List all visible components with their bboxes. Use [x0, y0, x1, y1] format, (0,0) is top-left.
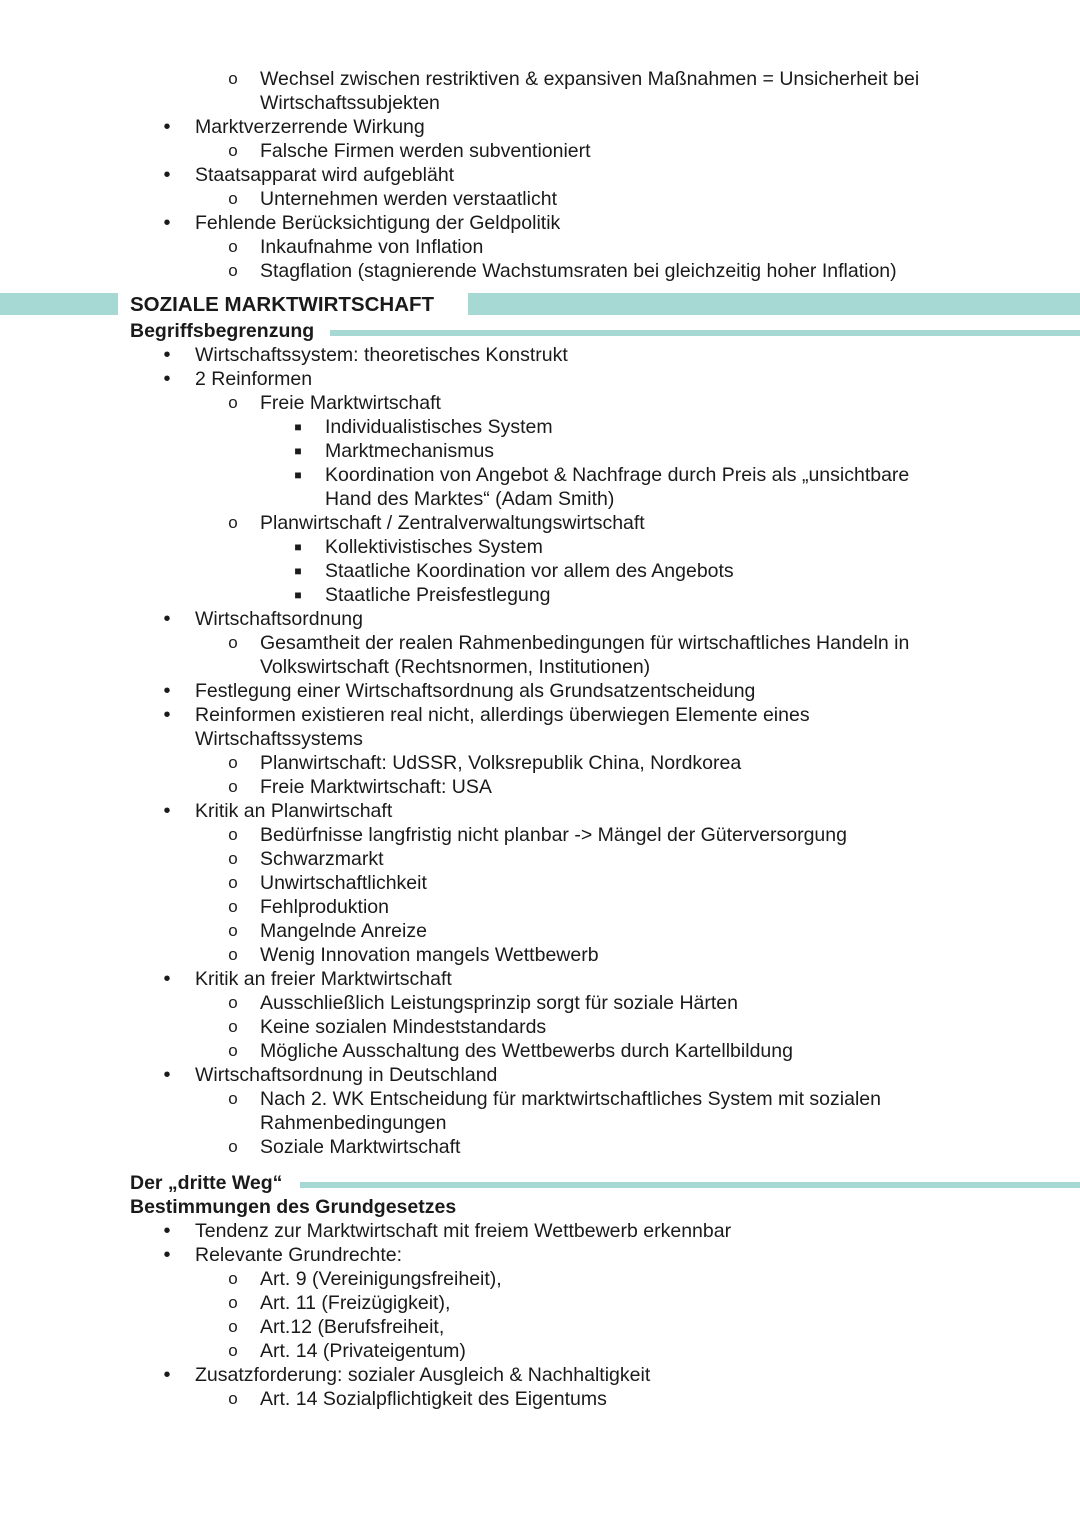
bullet-marker: ■ [294, 444, 302, 458]
list-item [0, 115, 1080, 139]
list-item [0, 439, 1080, 463]
bullet-marker: o [228, 825, 238, 844]
heading-text: Der „dritte Weg“ [130, 1172, 283, 1194]
list-item [0, 463, 1080, 487]
list-item-text: Fehlende Berücksichtigung der Geldpolitik [195, 212, 561, 234]
list-item [0, 679, 1080, 703]
bullet-marker: • [163, 164, 171, 186]
list-item [0, 919, 1080, 943]
list-item [0, 415, 1080, 439]
list-item [0, 1063, 1080, 1087]
list-item-text: Wirtschaftssystems [195, 728, 363, 750]
heading-text: Bestimmungen des Grundgesetzes [130, 1196, 457, 1218]
bullet-marker: o [228, 849, 238, 868]
list-item-text: Fehlproduktion [260, 896, 389, 918]
list-item [0, 559, 1080, 583]
bullet-marker: ■ [294, 564, 302, 578]
bullet-marker: o [228, 1389, 238, 1408]
list-item [0, 1243, 1080, 1267]
list-item-text: Unternehmen werden verstaatlicht [260, 188, 557, 210]
heading-rule [330, 330, 1080, 336]
bullet-marker: • [163, 1220, 171, 1242]
list-item-text: Art. 9 (Vereinigungsfreiheit), [260, 1268, 502, 1290]
list-item-text: Staatliche Preisfestlegung [325, 584, 551, 606]
list-item-text: Ausschließlich Leistungsprinzip sorgt für soziale Härten [260, 992, 738, 1014]
list-item [0, 187, 1080, 211]
list-block-1 [0, 67, 1080, 283]
list-item-text: Festlegung einer Wirtschaftsordnung als Grundsatzentscheidung [195, 680, 756, 702]
bullet-marker: ■ [294, 588, 302, 602]
list-item [0, 1087, 1080, 1111]
list-item-text: Individualistisches System [325, 416, 553, 438]
bullet-marker: • [163, 1244, 171, 1266]
list-item-text: Tendenz zur Marktwirtschaft mit freiem Wettbewerb erkennbar [195, 1220, 732, 1242]
list-item [0, 1015, 1080, 1039]
bullet-marker: o [228, 513, 238, 532]
bullet-marker: • [163, 608, 171, 630]
list-item-text: Rahmenbedingungen [260, 1112, 447, 1134]
bullet-marker: o [228, 873, 238, 892]
list-item [0, 943, 1080, 967]
section-title-text: SOZIALE MARKTWIRTSCHAFT [130, 293, 435, 316]
list-item [0, 583, 1080, 607]
heading-dritter-weg [0, 1171, 1080, 1195]
list-item-text: Falsche Firmen werden subventioniert [260, 140, 591, 162]
list-item-text: Kritik an Planwirtschaft [195, 800, 393, 822]
list-item [0, 823, 1080, 847]
list-item [0, 1339, 1080, 1363]
list-item-continuation [0, 727, 1080, 751]
list-item [0, 211, 1080, 235]
bullet-marker: o [228, 993, 238, 1012]
bullet-marker: o [228, 897, 238, 916]
section-bar-left [0, 293, 118, 315]
list-item-text: Keine sozialen Mindeststandards [260, 1016, 547, 1038]
bullet-marker: o [228, 1341, 238, 1360]
list-item-text: Freie Marktwirtschaft [260, 392, 441, 414]
list-item [0, 511, 1080, 535]
list-item [0, 1387, 1080, 1411]
bullet-marker: o [228, 69, 238, 88]
heading-begriffsbegrenzung [0, 319, 1080, 343]
list-item-text: Staatliche Koordination vor allem des Angebots [325, 560, 734, 582]
list-item-text: Staatsapparat wird aufgebläht [195, 164, 455, 186]
bullet-marker: o [228, 393, 238, 412]
list-block-2 [0, 343, 1080, 1159]
list-item-text: Relevante Grundrechte: [195, 1244, 403, 1266]
list-block-3 [0, 1219, 1080, 1411]
list-item [0, 895, 1080, 919]
bullet-marker: o [228, 141, 238, 160]
list-item [0, 67, 1080, 91]
list-item [0, 1267, 1080, 1291]
list-item [0, 391, 1080, 415]
list-item [0, 163, 1080, 187]
list-item [0, 991, 1080, 1015]
bullet-marker: o [228, 237, 238, 256]
list-item-text: Art. 14 Sozialpflichtigkeit des Eigentums [260, 1388, 607, 1410]
list-item [0, 1135, 1080, 1159]
list-item-text: Art. 14 (Privateigentum) [260, 1340, 466, 1362]
list-item [0, 871, 1080, 895]
list-item [0, 343, 1080, 367]
list-item [0, 1219, 1080, 1243]
list-item-text: Volkswirtschaft (Rechtsnormen, Institutionen) [260, 656, 651, 678]
list-item-text: Freie Marktwirtschaft: USA [260, 776, 492, 798]
list-item-text: Reinformen existieren real nicht, allerdings überwiegen Elemente eines [195, 704, 810, 726]
list-item [0, 847, 1080, 871]
list-item [0, 751, 1080, 775]
bullet-marker: o [228, 189, 238, 208]
bullet-marker: ■ [294, 540, 302, 554]
bullet-marker: o [228, 921, 238, 940]
bullet-marker: o [228, 261, 238, 280]
list-item [0, 967, 1080, 991]
list-item [0, 367, 1080, 391]
list-item-text: Kollektivistisches System [325, 536, 543, 558]
bullet-marker: • [163, 212, 171, 234]
list-item-text: 2 Reinformen [195, 368, 313, 390]
list-item [0, 139, 1080, 163]
list-item [0, 631, 1080, 655]
list-item [0, 235, 1080, 259]
list-item [0, 799, 1080, 823]
list-item [0, 775, 1080, 799]
list-item-text: Inkaufnahme von Inflation [260, 236, 484, 258]
bullet-marker: • [163, 344, 171, 366]
bullet-marker: o [228, 1041, 238, 1060]
list-item [0, 1363, 1080, 1387]
bullet-marker: o [228, 1317, 238, 1336]
list-item-text: Soziale Marktwirtschaft [260, 1136, 461, 1158]
bullet-marker: • [163, 680, 171, 702]
list-item-text: Unwirtschaftlichkeit [260, 872, 427, 894]
heading-rule [300, 1182, 1080, 1188]
bullet-marker: o [228, 1293, 238, 1312]
list-item-continuation [0, 655, 1080, 679]
list-item [0, 1291, 1080, 1315]
list-item-text: Wechsel zwischen restriktiven & expansiven Maßnahmen = Unsicherheit bei [260, 68, 920, 90]
bullet-marker: • [163, 968, 171, 990]
heading-grundgesetz [0, 1195, 1080, 1219]
bullet-marker: ■ [294, 420, 302, 434]
bullet-marker: o [228, 1017, 238, 1036]
list-item-continuation [0, 487, 1080, 511]
list-item-text: Bedürfnisse langfristig nicht planbar -> Mängel der Güterversorgung [260, 824, 847, 846]
bullet-marker: • [163, 800, 171, 822]
list-item-text: Koordination von Angebot & Nachfrage durch Preis als „unsichtbare [325, 464, 910, 486]
list-item-text: Mögliche Ausschaltung des Wettbewerbs durch Kartellbildung [260, 1040, 793, 1062]
list-item-text: Mangelnde Anreize [260, 920, 427, 942]
list-item-continuation [0, 91, 1080, 115]
bullet-marker: • [163, 1064, 171, 1086]
section-title [0, 291, 1080, 319]
document-page [0, 67, 1080, 1411]
bullet-marker: o [228, 1269, 238, 1288]
list-item-text: Marktverzerrende Wirkung [195, 116, 425, 138]
list-item [0, 1039, 1080, 1063]
list-item [0, 1315, 1080, 1339]
bullet-marker: ■ [294, 468, 302, 482]
list-item-text: Hand des Marktes“ (Adam Smith) [325, 488, 615, 510]
bullet-marker: o [228, 1137, 238, 1156]
section-bar-right [468, 293, 1080, 315]
bullet-marker: o [228, 753, 238, 772]
list-item-text: Nach 2. WK Entscheidung für marktwirtschaftliches System mit sozialen [260, 1088, 881, 1110]
bullet-marker: o [228, 945, 238, 964]
heading-text: Begriffsbegrenzung [130, 320, 315, 342]
list-item-text: Wirtschaftsordnung [195, 608, 363, 630]
list-item-continuation [0, 1111, 1080, 1135]
list-item [0, 703, 1080, 727]
list-item-text: Marktmechanismus [325, 440, 495, 462]
bullet-marker: • [163, 368, 171, 390]
list-item [0, 259, 1080, 283]
list-item-text: Wirtschaftsordnung in Deutschland [195, 1064, 498, 1086]
list-item-text: Art. 11 (Freizügigkeit), [260, 1292, 451, 1314]
bullet-marker: o [228, 777, 238, 796]
list-item [0, 607, 1080, 631]
bullet-marker: • [163, 1364, 171, 1386]
list-item-text: Wirtschaftssubjekten [260, 92, 440, 114]
list-item-text: Planwirtschaft: UdSSR, Volksrepublik China, Nordkorea [260, 752, 742, 774]
list-item-text: Planwirtschaft / Zentralverwaltungswirtschaft [260, 512, 645, 534]
list-item-text: Zusatzforderung: sozialer Ausgleich & Nachhaltigkeit [195, 1364, 651, 1386]
list-item-text: Schwarzmarkt [260, 848, 384, 870]
bullet-marker: • [163, 704, 171, 726]
list-item-text: Stagflation (stagnierende Wachstumsraten bei gleichzeitig hoher Inflation) [260, 260, 897, 282]
bullet-marker: o [228, 633, 238, 652]
list-item-text: Kritik an freier Marktwirtschaft [195, 968, 452, 990]
list-item-text: Gesamtheit der realen Rahmenbedingungen für wirtschaftliches Handeln in [260, 632, 910, 654]
list-item [0, 535, 1080, 559]
bullet-marker: o [228, 1089, 238, 1108]
list-item-text: Art.12 (Berufsfreiheit, [260, 1316, 445, 1338]
list-item-text: Wenig Innovation mangels Wettbewerb [260, 944, 599, 966]
bullet-marker: • [163, 116, 171, 138]
list-item-text: Wirtschaftssystem: theoretisches Konstrukt [195, 344, 568, 366]
